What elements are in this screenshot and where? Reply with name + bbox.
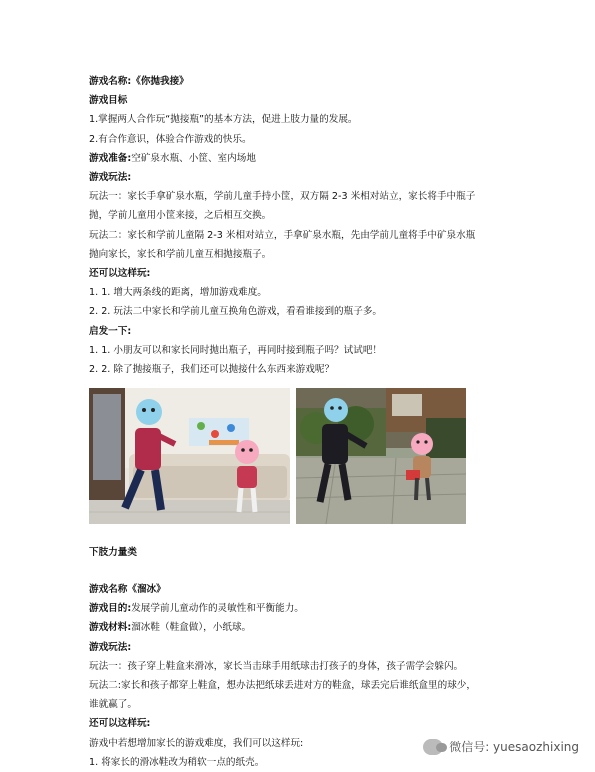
- prep-text: 空矿泉水瓶、小筐、室内场地: [131, 152, 256, 164]
- purpose-text: 发展学前儿童动作的灵敏性和平衡能力。: [131, 603, 304, 615]
- purpose-label: 游戏目的:: [89, 603, 132, 615]
- living-room-illustration: [89, 388, 290, 524]
- material-label: 游戏材料:: [89, 622, 132, 634]
- play-line: 抛，学前儿童用小筐来接，之后相互交换。: [89, 210, 272, 222]
- play-heading: 游戏玩法:: [89, 641, 132, 653]
- play-line: 玩法二:家长和孩子都穿上鞋盒，想办法把纸球丢进对方的鞋盒，球丢完后谁纸盒里的球少，: [89, 680, 476, 692]
- game-title: 游戏名称《溜冰》: [89, 584, 166, 595]
- photo-living-room: [89, 388, 290, 524]
- inspiration-heading: 启发一下:: [89, 325, 132, 337]
- category-heading: 下肢力量类: [89, 547, 137, 558]
- goal-item: 2.有合作意识，体验合作游戏的快乐。: [89, 133, 252, 145]
- garden-illustration: [296, 388, 466, 524]
- also-heading: 还可以这样玩:: [89, 268, 151, 280]
- prep-label: 游戏准备:: [89, 152, 132, 164]
- section-catch-bottle: [89, 72, 529, 379]
- play-line: 谁就赢了。: [89, 699, 137, 711]
- also-item: 1. 将家长的滑冰鞋改为稍软一点的纸壳。: [89, 756, 265, 768]
- goal-item: 1.掌握两人合作玩“抛接瓶”的基本方法，促进上肢力量的发展。: [89, 114, 358, 126]
- also-heading: 还可以这样玩:: [89, 718, 151, 730]
- play-line: 玩法二：家长和学前儿童隔 2-3 米相对站立，手拿矿泉水瓶，先由学前儿童将手中矿泉水瓶: [89, 229, 476, 241]
- play-line: 抛向家长，家长和学前儿童互相抛接瓶子。: [89, 248, 272, 260]
- watermark: [423, 738, 579, 755]
- watermark-text: 微信号: yuesaozhixing: [449, 740, 579, 754]
- play-heading: 游戏玩法:: [89, 172, 132, 184]
- play-line: 玩法一：孩子穿上鞋盒来滑冰，家长当击球手用纸球击打孩子的身体，孩子需学会躲闪。: [89, 660, 464, 672]
- prep-line: [89, 149, 529, 168]
- purpose-line: [89, 599, 529, 618]
- material-text: 溜冰鞋（鞋盒做），小纸球。: [131, 622, 252, 634]
- photo-garden: [296, 388, 466, 524]
- also-item: 2. 2. 玩法二中家长和学前儿童互换角色游戏，看看谁接到的瓶子多。: [89, 306, 383, 318]
- wechat-icon: [423, 739, 443, 755]
- inspiration-item: 1. 1. 小朋友可以和家长同时抛出瓶子，再同时接到瓶子吗？试试吧！: [89, 344, 383, 356]
- goal-heading: 游戏目标: [89, 95, 128, 107]
- also-intro: 游戏中若想增加家长的游戏难度，我们可以这样玩:: [89, 737, 304, 749]
- play-line: 玩法一：家长手拿矿泉水瓶，学前儿童手持小筐，双方隔 2-3 米相对站立，家长将手中瓶子: [89, 191, 476, 203]
- section-skating: [89, 543, 529, 562]
- also-item: 1. 1. 增大两条线的距离，增加游戏难度。: [89, 287, 267, 299]
- game-title: 游戏名称:《你抛我接》: [89, 76, 189, 87]
- inspiration-item: 2. 2. 除了抛接瓶子，我们还可以抛接什么东西来游戏呢？: [89, 364, 335, 376]
- material-line: [89, 618, 529, 637]
